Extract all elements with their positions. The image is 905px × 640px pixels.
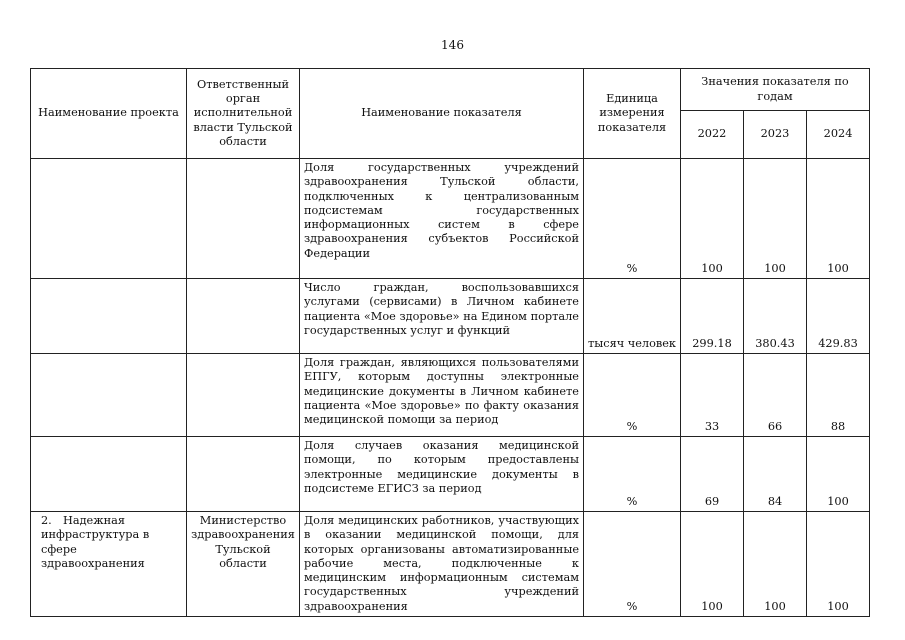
project-cell	[31, 354, 187, 437]
project-name: Надежная инфраструктура в сфере здравоохранения	[41, 514, 150, 570]
header-indicator: Наименование показателя	[300, 69, 584, 159]
value-cell: 100	[807, 437, 870, 512]
value-cell: 100	[744, 512, 807, 617]
indicator-cell: Доля граждан, являющихся пользователями ЕПГУ, которым доступны электронные медицинские документы в Личном кабинете пациента «Мое здоровье» по факту оказания медицинской помощи за период	[300, 354, 584, 437]
indicator-cell: Доля государственных учреждений здравоохранения Тульской области, подключенных к централизованным подсистемам государственных информационных систем в сфере здравоохранения субъектов Российской Федерации	[300, 159, 584, 279]
value-cell: 100	[807, 159, 870, 279]
header-project: Наименование проекта	[31, 69, 187, 159]
indicator-cell: Число граждан, воспользовавшихся услугами (сервисами) в Личном кабинете пациента «Мое здоровье» на Едином портале государственных услуг и функций	[300, 279, 584, 354]
value-cell: 69	[681, 437, 744, 512]
unit-cell: %	[584, 437, 681, 512]
responsible-cell	[187, 159, 300, 279]
indicator-cell: Доля случаев оказания медицинской помощи, по которым предоставлены электронные медицинские документы в подсистеме ЕГИСЗ за период	[300, 437, 584, 512]
value-cell: 100	[681, 512, 744, 617]
project-cell	[31, 512, 187, 617]
value-cell: 33	[681, 354, 744, 437]
page-number: 146	[441, 38, 464, 52]
unit-cell: тысяч человек	[584, 279, 681, 354]
value-cell: 380.43	[744, 279, 807, 354]
header-year: 2024	[807, 111, 870, 159]
header-year: 2023	[744, 111, 807, 159]
indicators-table	[30, 68, 870, 617]
project-cell	[31, 159, 187, 279]
table-row	[31, 159, 870, 279]
indicator-cell: Доля медицинских работников, участвующих в оказании медицинской помощи, для которых организованы автоматизированные рабочие места, подключенные к медицинским информационным системам государственных учреждений здравоохранения	[300, 512, 584, 617]
responsible-cell: Министерство здравоохранения Тульской области	[187, 512, 300, 617]
header-responsible: Ответственный орган исполнительной власти Тульской области	[187, 69, 300, 159]
value-cell: 100	[681, 159, 744, 279]
value-cell: 84	[744, 437, 807, 512]
value-cell: 429.83	[807, 279, 870, 354]
table-row	[31, 354, 870, 437]
table-row	[31, 437, 870, 512]
unit-cell: %	[584, 512, 681, 617]
responsible-cell	[187, 437, 300, 512]
header-values-group: Значения показателя по годам	[681, 69, 870, 111]
value-cell: 88	[807, 354, 870, 437]
value-cell: 299.18	[681, 279, 744, 354]
project-cell	[31, 437, 187, 512]
unit-cell: %	[584, 159, 681, 279]
unit-cell: %	[584, 354, 681, 437]
table-row	[31, 279, 870, 354]
value-cell: 66	[744, 354, 807, 437]
responsible-cell	[187, 354, 300, 437]
project-cell	[31, 279, 187, 354]
header-unit: Единица измерения показателя	[584, 69, 681, 159]
project-number: 2.	[41, 514, 52, 527]
table-row	[31, 512, 870, 617]
value-cell: 100	[744, 159, 807, 279]
header-year: 2022	[681, 111, 744, 159]
responsible-cell	[187, 279, 300, 354]
value-cell: 100	[807, 512, 870, 617]
